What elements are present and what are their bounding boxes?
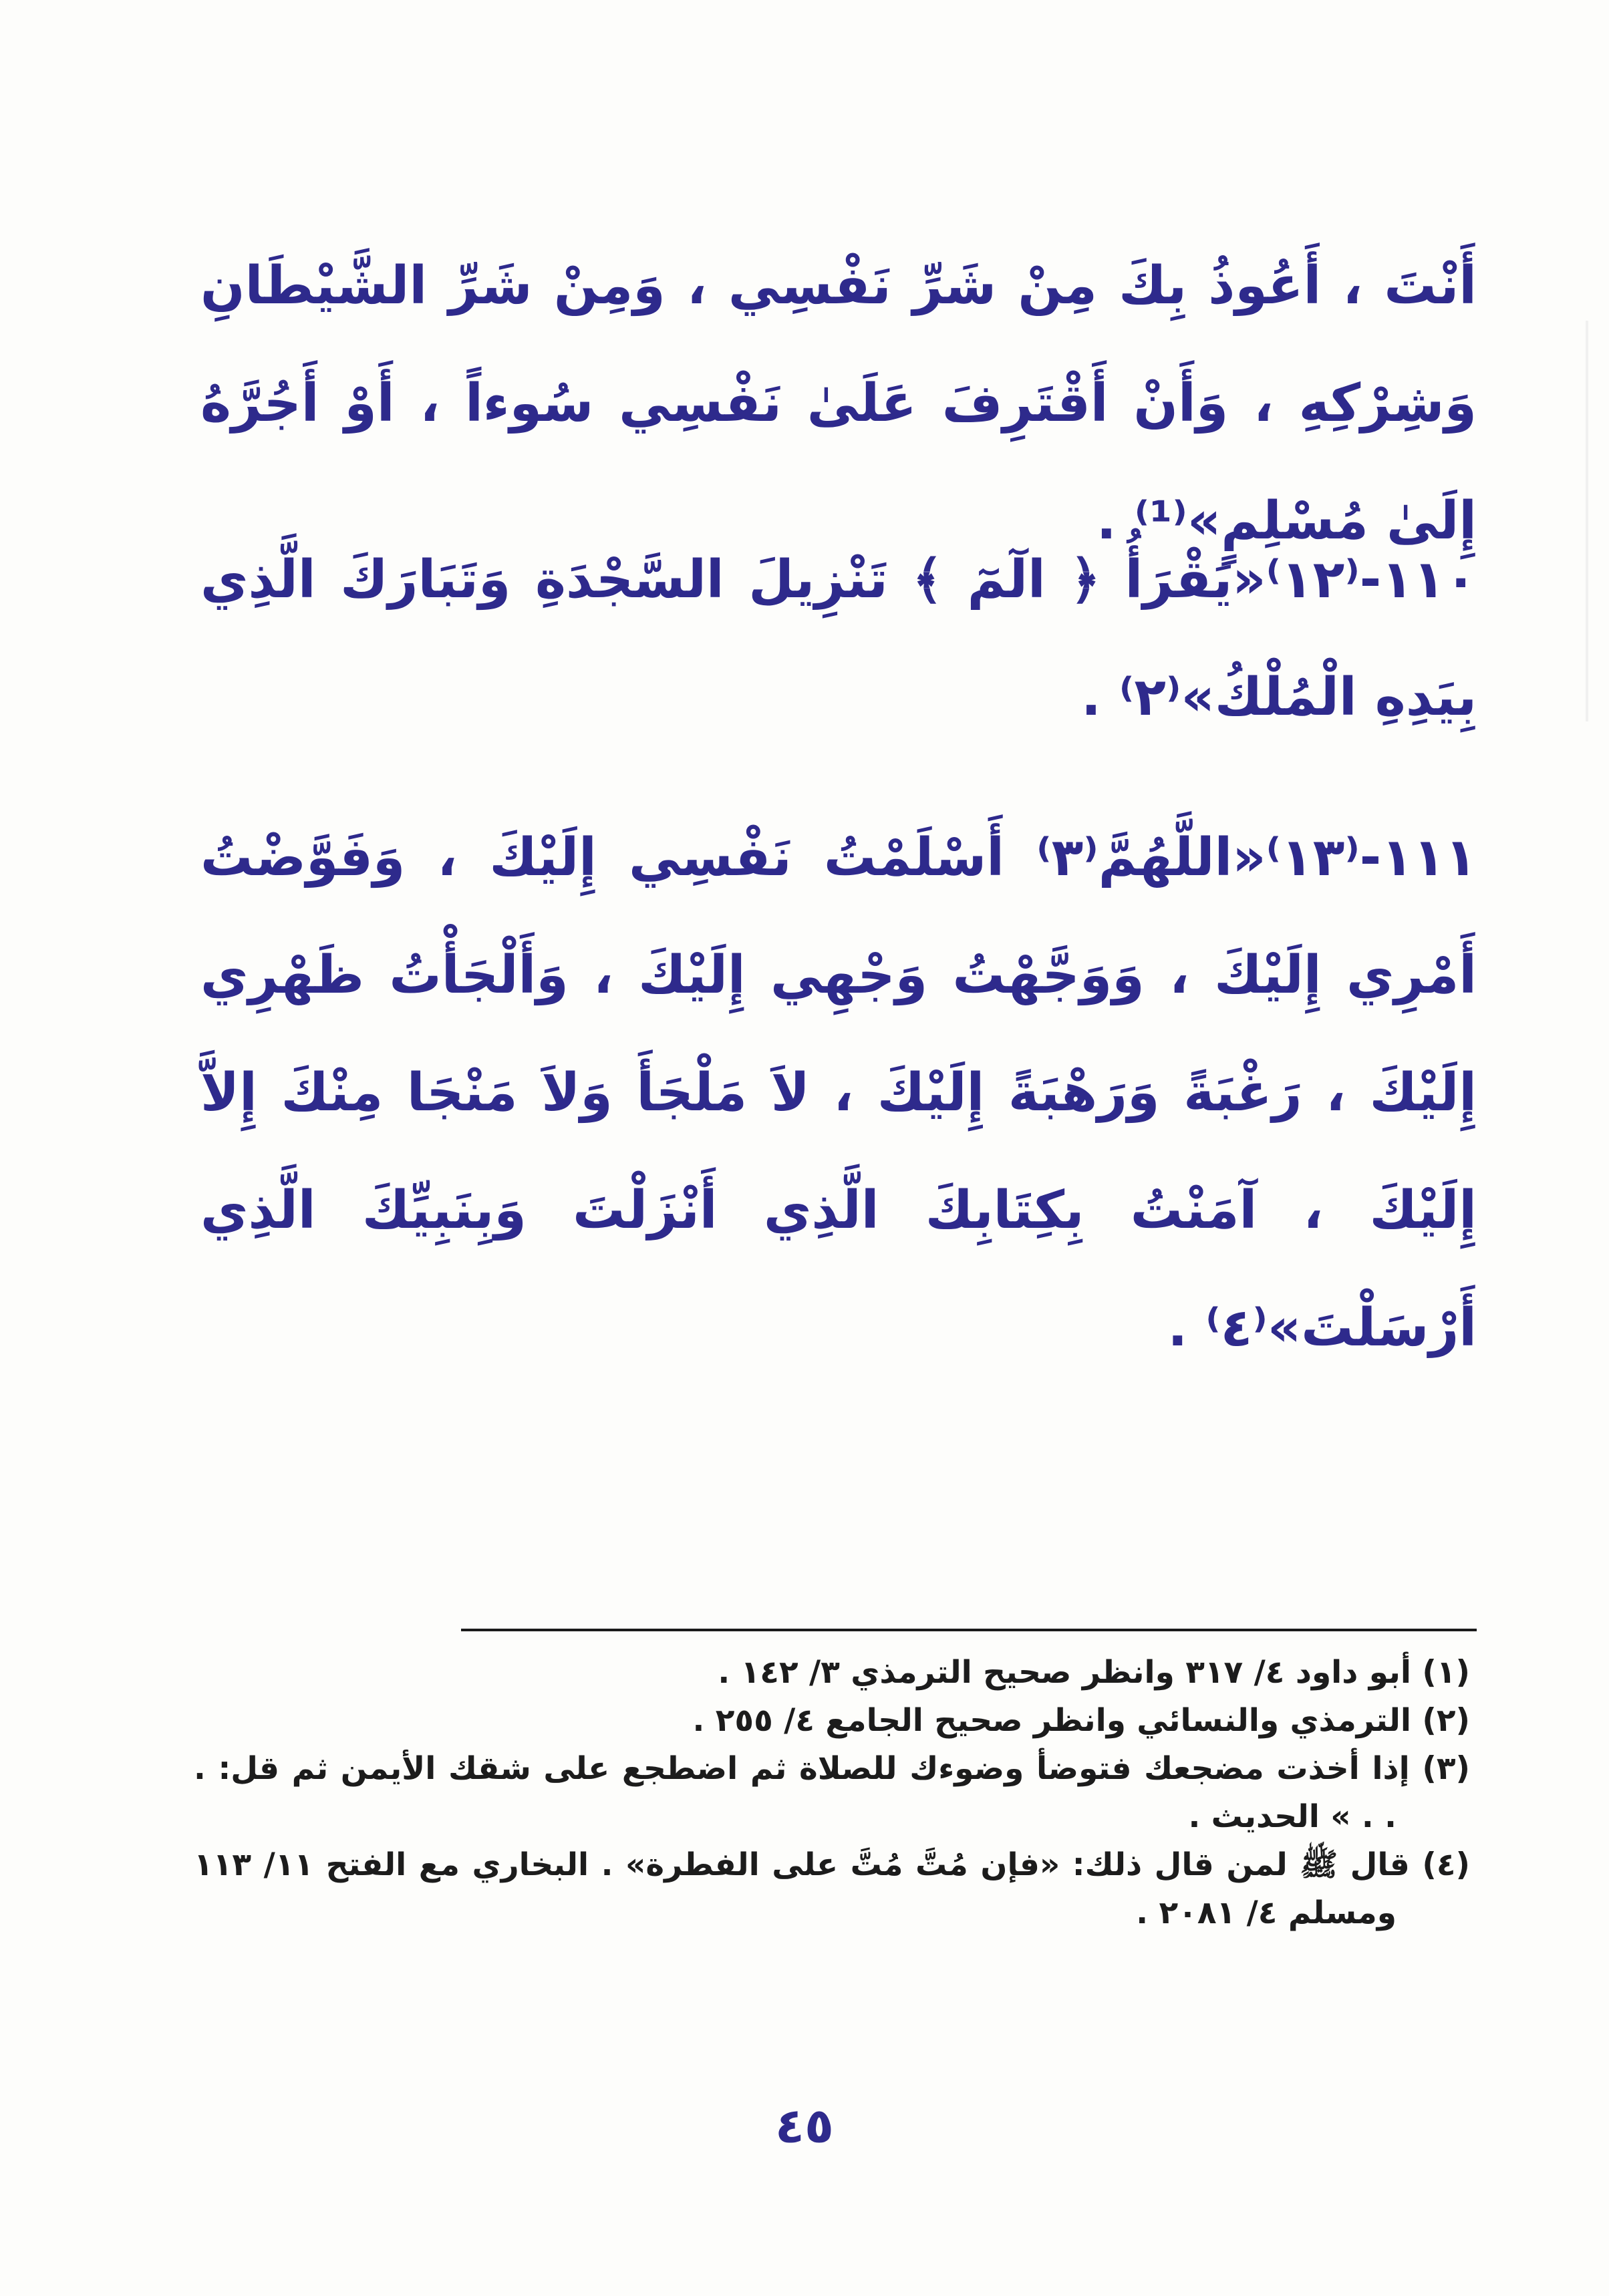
footnote-separator [461, 1629, 1477, 1631]
footnote-3: (٣) إذا أخذت مضجعك فتوضأ وضوءك للصلاة ثم اضطجع على شقك الأيمن ثم قل: . . . » الحديث . [194, 1750, 1470, 1835]
footnotes [194, 1649, 1470, 1937]
paragraph-1-text: أَنْتَ ، أَعُوذُ بِكَ مِنْ شَرِّ نَفْسِي ، وَمِنْ شَرِّ الشَّيْطَانِ وَشِرْكِهِ ، وَأَنْ أَقْتَرِفَ عَلَىٰ نَفْسِي سُوءاً ، أَوْ أَجُرَّهُ إِلَىٰ مُسْلِمٍ»⁽¹⁾ . [200, 256, 1477, 551]
footnote-2: (٢) الترمذي والنسائي وانظر صحيح الجامع ٤/ ٢٥٥ . [692, 1702, 1470, 1739]
page-edge-shadow [1585, 321, 1589, 721]
paragraph-3-text: ١١١-⁽١٣⁾«اللَّهُمَّ⁽٣⁾ أَسْلَمْتُ نَفْسِي إِلَيْكَ ، وَفَوَّضْتُ أَمْرِي إِلَيْكَ ، وَوَجَّهْتُ وَجْهِي إِلَيْكَ ، وَأَلْجَأْتُ ظَهْرِي إِلَيْكَ ، رَغْبَةً وَرَهْبَةً إِلَيْكَ ، لاَ مَلْجَأَ وَلاَ مَنْجَا مِنْكَ إِلاَّ إِلَيْكَ ، آمَنْتُ بِكِتَابِكَ الَّذِي أَنْزَلْتَ وَبِنَبِيِّكَ الَّذِي أَرْسَلْتَ»⁽٤⁾ . [200, 828, 1477, 1358]
footnote-1: (١) أبو داود ٤/ ٣١٧ وانظر صحيح الترمذي ٣/ ١٤٢ . [718, 1654, 1470, 1691]
footnote-4: (٤) قال ﷺ لمن قال ذلك: «فإن مُتَّ مُتَّ على الفطرة» . البخاري مع الفتح ١١/ ١١٣ ومسلم ٤/ ٢٠٨١ . [194, 1846, 1470, 1931]
page-number: ٤٥ [775, 2098, 834, 2154]
body-paragraph-111 [200, 799, 1477, 1387]
body-paragraph-110 [200, 521, 1477, 756]
paragraph-2-text: ١١٠-⁽١٢⁾«يَقْرَأُ ﴿ الٓمٓ ﴾ تَنْزِيلَ السَّجْدَةِ وَتَبَارَكَ الَّذِي بِيَدِهِ الْمُلْكُ»⁽٢⁾ . [200, 550, 1477, 727]
